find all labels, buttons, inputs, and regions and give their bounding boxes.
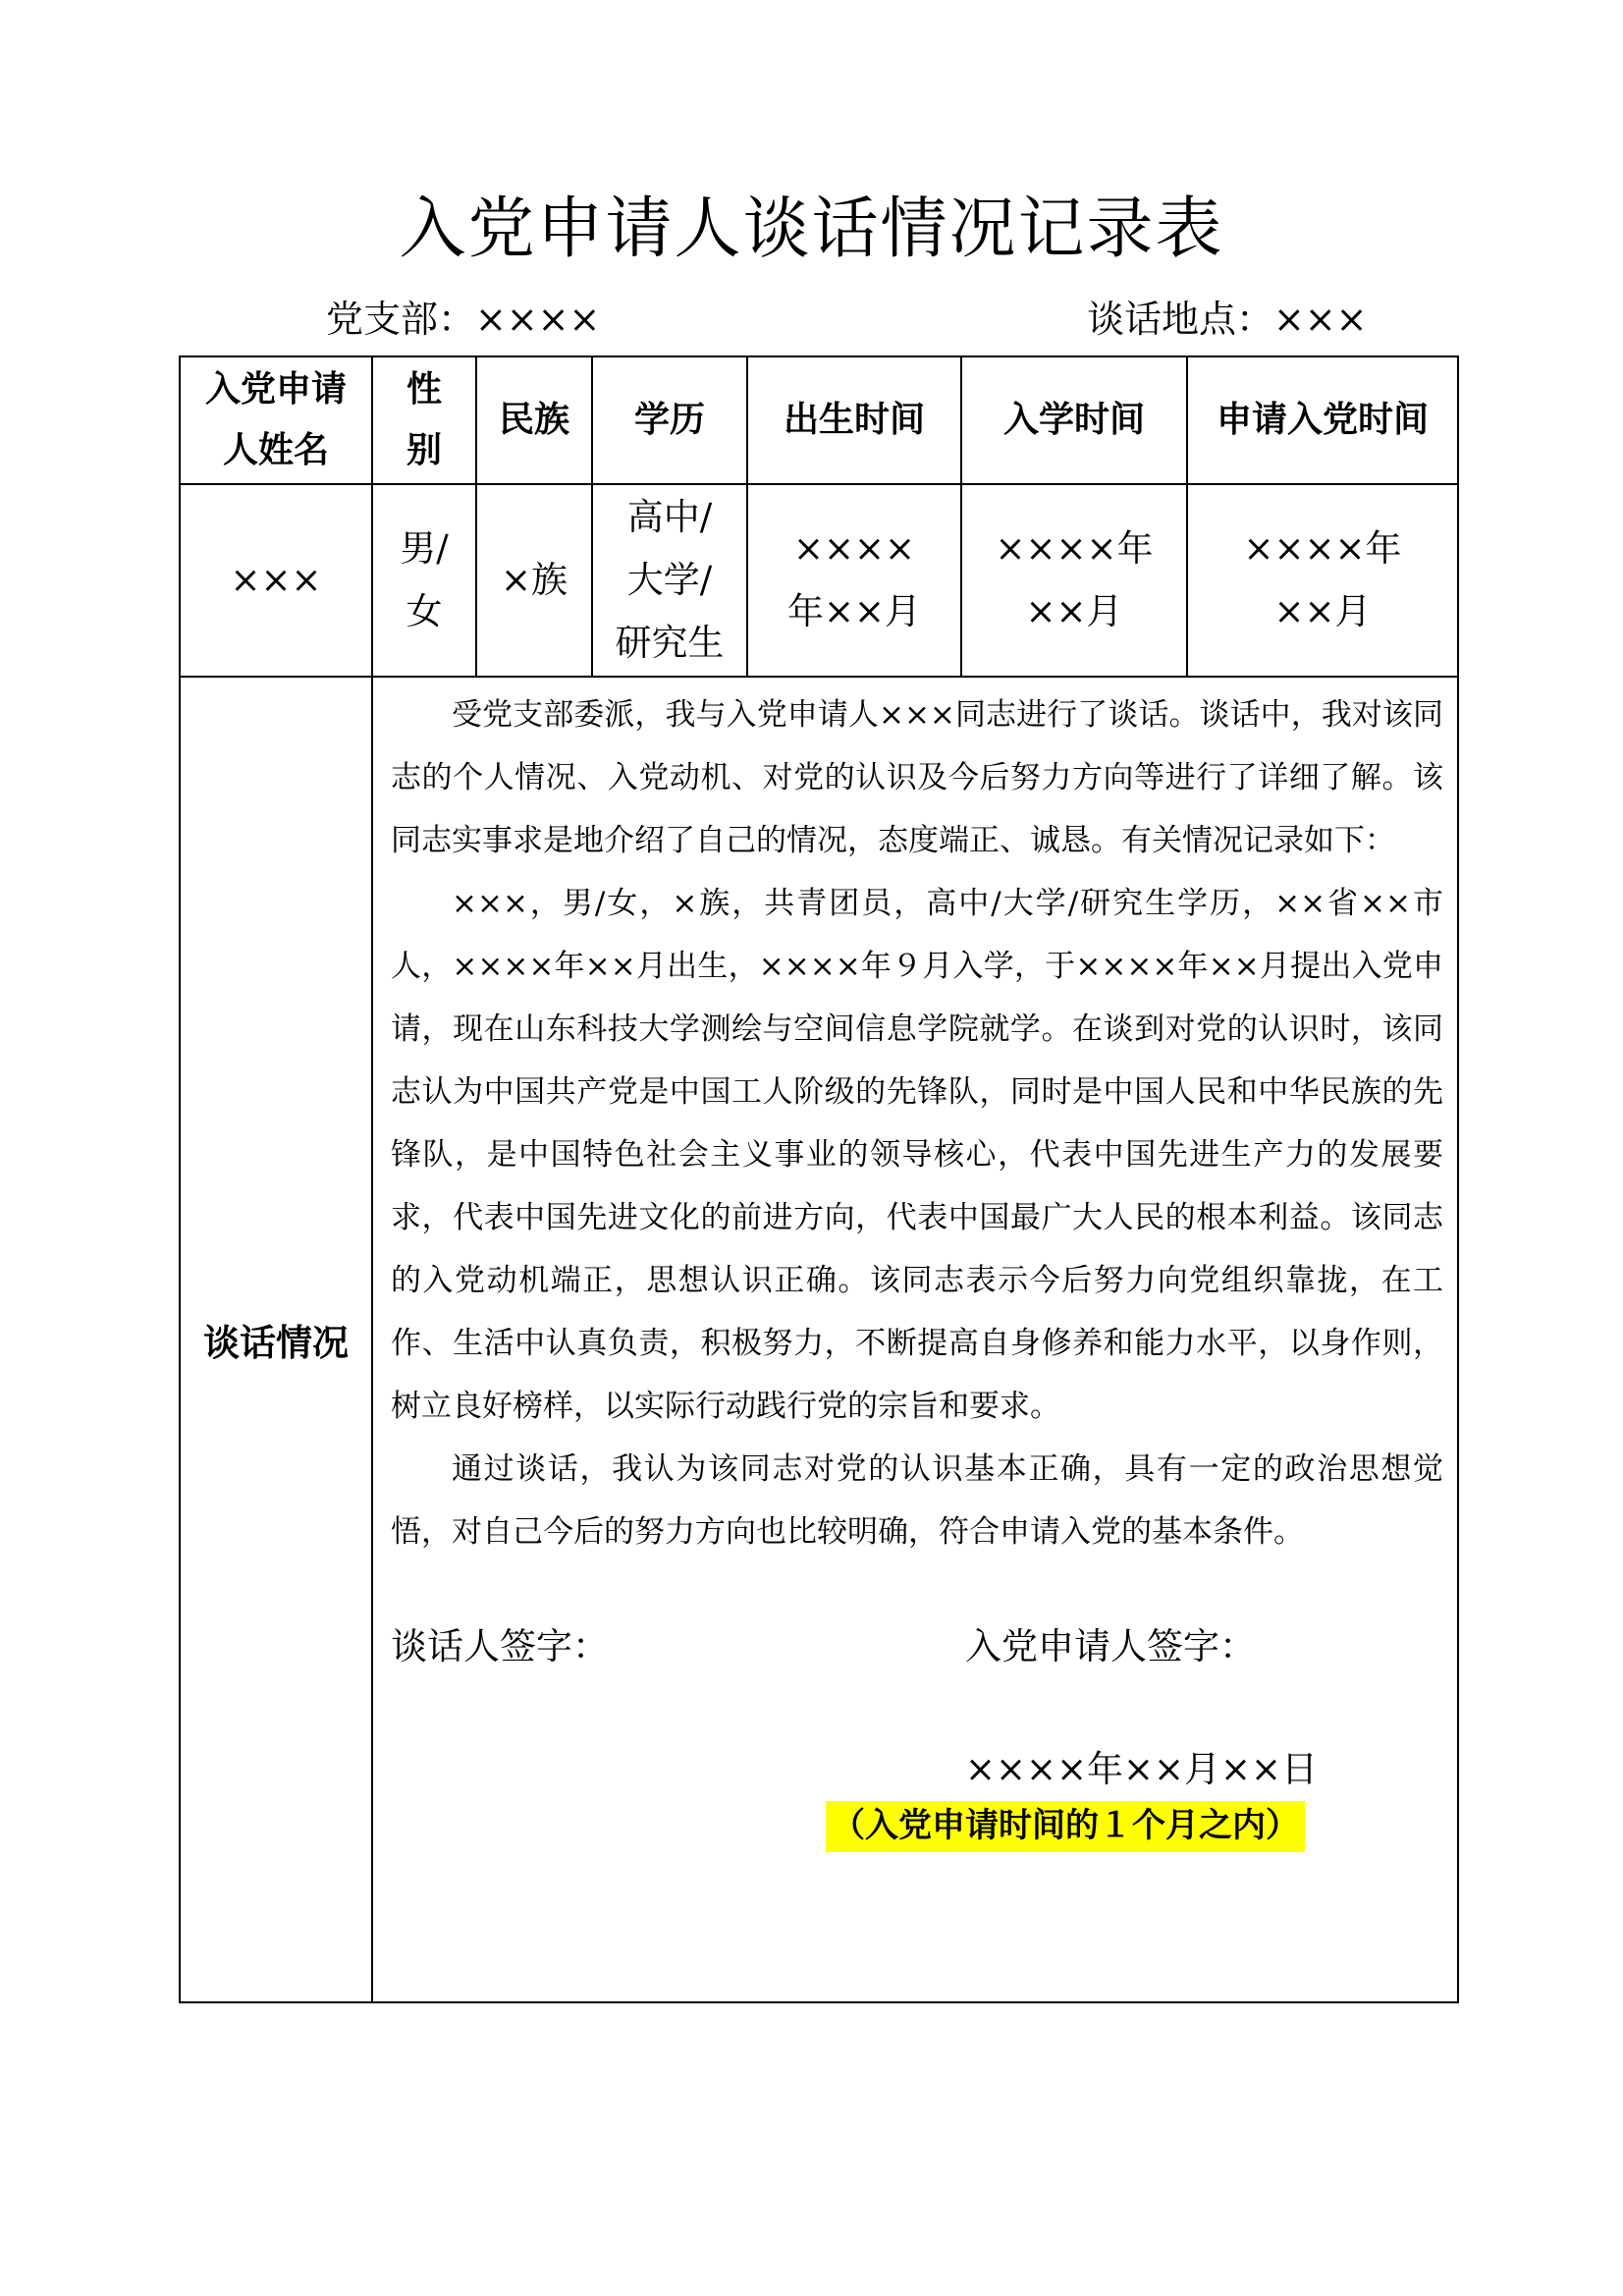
header-gender: 性 别 [372, 356, 476, 484]
header-enroll-date: 入学时间 [961, 356, 1187, 484]
value-gender: 男/ 女 [372, 484, 476, 677]
value-row [180, 484, 1458, 677]
value-ethnicity: ×族 [476, 484, 592, 677]
value-name: ××× [180, 484, 372, 677]
signature-date: ××××年××月××日 [965, 1748, 1319, 1790]
header-birth-date: 出生时间 [747, 356, 961, 484]
signature-row [391, 1625, 1443, 1667]
interviewer-signature: 谈话人签字： [391, 1625, 609, 1667]
page-title: 入党申请人谈话情况记录表 [399, 191, 1224, 268]
applicant-signature: 入党申请人签字： [965, 1625, 1256, 1667]
header-name: 入党申请 人姓名 [180, 356, 372, 484]
header-ethnicity: 民族 [476, 356, 592, 484]
party-branch: 党支部：×××× [326, 298, 601, 341]
header-apply-date: 申请入党时间 [1187, 356, 1458, 484]
value-education: 高中/ 大学/ 研究生 [592, 484, 747, 677]
interview-content [372, 677, 1458, 2002]
header-row [180, 356, 1458, 484]
paragraph-details: ×××，男/女，×族，共青团员，高中/大学/研究生学历，××省××市人，××××年××月出生，××××年９月入学，于××××年××月提出入党申请，现在山东科技大学测绘与空间信息学院就学。在谈到对党的认识时，该同志认为中国共产党是中国工人阶级的先锋队，同时是中国人民和中华民族的先锋队，是中国特色社会主义事业的领导核心，代表中国先进生产力的发展要求，代表中国先进文化的前进方向，代表中国最广大人民的根本利益。该同志的入党动机端正，思想认识正确。该同志表示今后努力向党组织靠拢，在工作、生活中认真负责，积极努力，不断提高自身修养和能力水平，以身作则，树立良好榜样，以实际行动践行党的宗旨和要求。 [391, 886, 1443, 1424]
record-table [179, 355, 1459, 2003]
paragraph-conclusion: 通过谈话，我认为该同志对党的认识基本正确，具有一定的政治思想觉悟，对自己今后的努力方向也比较明确，符合申请入党的基本条件。 [391, 1451, 1443, 1550]
interview-row [180, 677, 1458, 2002]
header-education: 学历 [592, 356, 747, 484]
highlight-note: （入党申请时间的１个月之内） [826, 1801, 1305, 1852]
value-birth-date: ×××× 年××月 [747, 484, 961, 677]
section-label: 谈话情况 [180, 677, 372, 2002]
value-apply-date: ××××年 ××月 [1187, 484, 1458, 677]
interview-location: 谈话地点：××× [1087, 298, 1368, 341]
value-enroll-date: ××××年 ××月 [961, 484, 1187, 677]
note-line [391, 1801, 1443, 1852]
paragraph-intro: 受党支部委派，我与入党申请人×××同志进行了谈话。谈话中，我对该同志的个人情况、入党动机、对党的认识及今后努力方向等进行了详细了解。该同志实事求是地介绍了自己的情况，态度端正、诚恳。有关情况记录如下： [391, 697, 1443, 858]
